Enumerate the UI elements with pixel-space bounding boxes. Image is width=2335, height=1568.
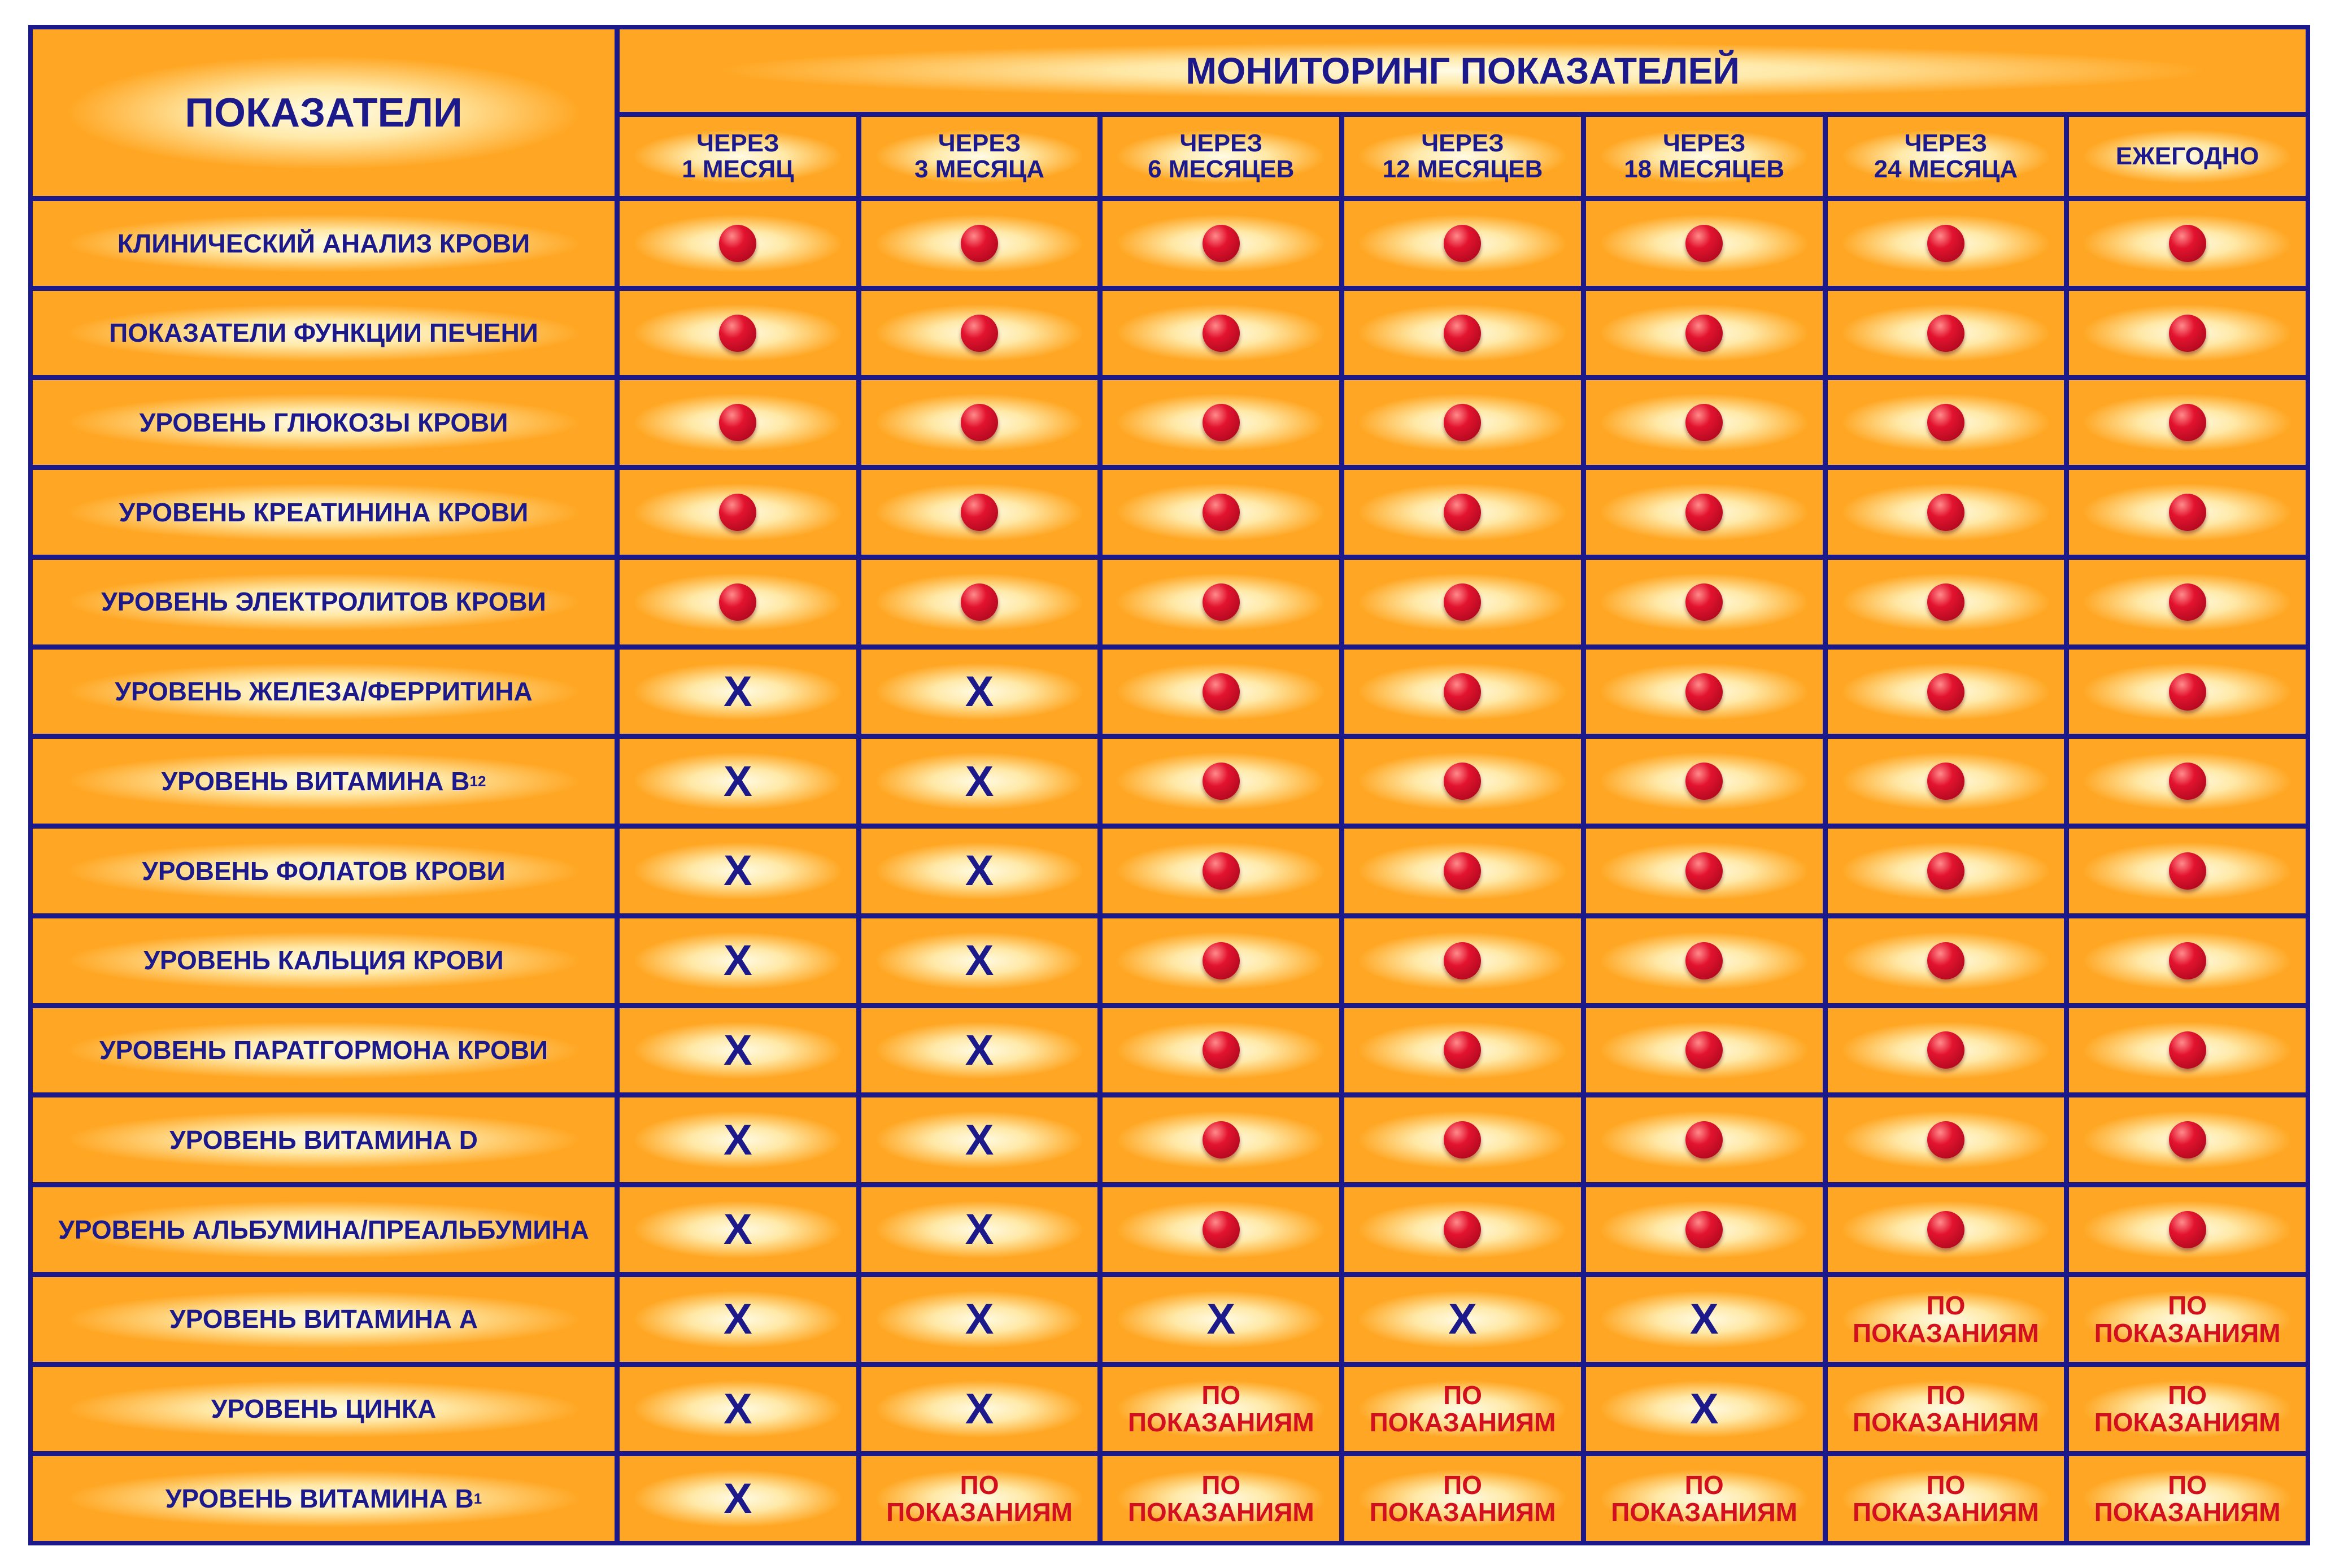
row-label (33, 829, 615, 913)
x-mark: X (965, 847, 994, 895)
note-line1: ПО (2168, 1380, 2207, 1410)
red-dot-icon (1685, 1211, 1723, 1248)
red-dot-icon (1203, 494, 1240, 531)
table-cell (1344, 829, 1581, 913)
x-mark: X (1206, 1295, 1236, 1344)
note-line2: ПОКАЗАНИЯМ (1127, 1497, 1314, 1527)
red-dot-icon (2169, 225, 2206, 262)
x-mark: X (724, 668, 752, 716)
red-dot-icon (1927, 225, 1964, 262)
table-cell (861, 918, 1098, 1003)
table-cell (2069, 291, 2306, 376)
red-dot-icon (1444, 1031, 1481, 1069)
as-indicated-note (1853, 1471, 2039, 1526)
row-label (33, 1097, 615, 1182)
table-cell (1103, 1187, 1339, 1272)
row-label (33, 291, 615, 376)
note-line2: ПОКАЗАНИЯМ (1853, 1318, 2039, 1348)
red-dot-icon (1444, 852, 1481, 890)
table-cell (620, 918, 856, 1003)
note-line1: ПО (1926, 1470, 1966, 1500)
note-line1: ПО (1926, 1291, 1966, 1321)
red-dot-icon (1685, 852, 1723, 890)
row-label-subscript: 1 (473, 1489, 482, 1507)
table-cell (1103, 560, 1339, 644)
table-cell (2069, 829, 2306, 913)
x-mark: X (965, 1295, 994, 1344)
table-cell (2069, 1187, 2306, 1272)
table-cell (1344, 1277, 1581, 1362)
x-mark: X (724, 757, 752, 805)
table-cell (620, 1456, 856, 1541)
red-dot-icon (1444, 404, 1481, 441)
column-header-line1: ЧЕРЕЗ (1179, 129, 1263, 157)
column-header-text (914, 130, 1044, 182)
red-dot-icon (1444, 315, 1481, 352)
red-dot-icon (1685, 763, 1723, 800)
x-mark: X (965, 1116, 994, 1164)
row-label-text: УРОВЕНЬ ЭЛЕКТРОЛИТОВ КРОВИ (101, 587, 546, 617)
red-dot-icon (1927, 673, 1964, 711)
table-cell (1586, 1008, 1823, 1093)
red-dot-icon (2169, 852, 2206, 890)
table-cell (620, 650, 856, 734)
column-header-text (1624, 130, 1784, 182)
table-cell (1344, 201, 1581, 286)
x-mark: X (724, 1295, 752, 1344)
red-dot-icon (961, 494, 998, 531)
red-dot-icon (719, 225, 756, 262)
monitoring-table (28, 25, 2310, 1545)
table-cell (1103, 380, 1339, 465)
x-mark: X (724, 1384, 752, 1433)
table-cell (1828, 380, 2064, 465)
red-dot-icon (2169, 763, 2206, 800)
row-label (33, 1277, 615, 1362)
table-cell (620, 380, 856, 465)
as-indicated-note (2094, 1382, 2281, 1436)
note-line1: ПО (1443, 1380, 1482, 1410)
note-line1: ПО (1926, 1380, 1966, 1410)
red-dot-icon (1685, 673, 1723, 711)
table-cell (2069, 201, 2306, 286)
x-mark: X (965, 937, 994, 985)
table-cell (1344, 560, 1581, 644)
column-header-line2: 18 МЕСЯЦЕВ (1624, 155, 1785, 183)
column-header-line1: ЧЕРЕЗ (1662, 129, 1746, 157)
red-dot-icon (2169, 1211, 2206, 1248)
column-header-line2: 1 МЕСЯЦ (682, 155, 794, 183)
table-cell (1828, 1008, 2064, 1093)
x-mark: X (1689, 1295, 1719, 1344)
table-cell (1344, 1367, 1581, 1452)
note-line2: ПОКАЗАНИЯМ (1611, 1497, 1798, 1527)
indicators-header: ПОКАЗАТЕЛИ (33, 29, 615, 196)
table-cell (620, 1187, 856, 1272)
red-dot-icon (1685, 942, 1723, 979)
row-label-text: УРОВЕНЬ ПАРАТГОРМОНА КРОВИ (99, 1035, 548, 1065)
table-cell (1586, 918, 1823, 1003)
red-dot-icon (1927, 583, 1964, 621)
red-dot-icon (1444, 1121, 1481, 1158)
as-indicated-note (2094, 1471, 2281, 1526)
table-cell (861, 1277, 1098, 1362)
x-mark: X (965, 757, 994, 805)
table-cell (1586, 291, 1823, 376)
red-dot-icon (1685, 225, 1723, 262)
table-cell (861, 291, 1098, 376)
row-label-text: УРОВЕНЬ ВИТАМИНА B (161, 766, 470, 796)
x-mark: X (724, 1116, 752, 1164)
column-header-line1: ЕЖЕГОДНО (2115, 142, 2259, 170)
table-cell (1103, 201, 1339, 286)
row-label (33, 201, 615, 286)
as-indicated-note (886, 1471, 1073, 1526)
table-cell (1828, 918, 2064, 1003)
red-dot-icon (2169, 494, 2206, 531)
as-indicated-note (1611, 1471, 1797, 1526)
red-dot-icon (1927, 1031, 1964, 1069)
x-mark: X (965, 1026, 994, 1074)
row-label (33, 918, 615, 1003)
row-label-text: УРОВЕНЬ ГЛЮКОЗЫ КРОВИ (139, 408, 508, 438)
table-cell (1586, 829, 1823, 913)
red-dot-icon (1444, 942, 1481, 979)
x-mark: X (1448, 1295, 1477, 1344)
table-cell (1586, 201, 1823, 286)
red-dot-icon (1203, 315, 1240, 352)
table-cell (1344, 650, 1581, 734)
table-cell (1828, 291, 2064, 376)
red-dot-icon (1685, 1031, 1723, 1069)
red-dot-icon (1444, 583, 1481, 621)
table-cell (1586, 380, 1823, 465)
red-dot-icon (1927, 494, 1964, 531)
table-cell (1344, 739, 1581, 824)
column-header-line1: ЧЕРЕЗ (938, 129, 1021, 157)
table-cell (620, 560, 856, 644)
table-cell (620, 739, 856, 824)
table-cell (861, 1187, 1098, 1272)
note-line2: ПОКАЗАНИЯМ (1369, 1497, 1556, 1527)
table-cell (1586, 739, 1823, 824)
red-dot-icon (2169, 404, 2206, 441)
red-dot-icon (1444, 763, 1481, 800)
column-header (1103, 117, 1339, 196)
table-cell (1828, 829, 2064, 913)
table-cell (1828, 1187, 2064, 1272)
row-label (33, 739, 615, 824)
table-cell (2069, 1097, 2306, 1182)
row-label (33, 470, 615, 555)
row-label-text: УРОВЕНЬ ЖЕЛЕЗА/ФЕРРИТИНА (115, 677, 533, 707)
red-dot-icon (2169, 315, 2206, 352)
table-cell (1103, 291, 1339, 376)
table-cell (1103, 1456, 1339, 1541)
table-cell (1586, 1367, 1823, 1452)
note-line2: ПОКАЗАНИЯМ (2094, 1497, 2281, 1527)
column-header (620, 117, 856, 196)
table-cell (1103, 1367, 1339, 1452)
x-mark: X (724, 937, 752, 985)
column-header-text (1874, 130, 2018, 182)
table-cell (861, 1097, 1098, 1182)
column-header-line1: ЧЕРЕЗ (1904, 129, 1988, 157)
row-label-text: УРОВЕНЬ ЦИНКА (211, 1394, 437, 1424)
red-dot-icon (1203, 583, 1240, 621)
table-cell (861, 380, 1098, 465)
red-dot-icon (719, 404, 756, 441)
red-dot-icon (2169, 1121, 2206, 1158)
red-dot-icon (1203, 404, 1240, 441)
red-dot-icon (961, 225, 998, 262)
note-line1: ПО (2168, 1291, 2207, 1321)
table-cell (1103, 918, 1339, 1003)
column-header-line1: ЧЕРЕЗ (1421, 129, 1504, 157)
note-line1: ПО (2168, 1470, 2207, 1500)
red-dot-icon (1927, 852, 1964, 890)
row-label-subscript: 12 (469, 772, 486, 790)
table-cell (1586, 1097, 1823, 1182)
red-dot-icon (2169, 942, 2206, 979)
table-cell (620, 829, 856, 913)
red-dot-icon (1444, 494, 1481, 531)
as-indicated-note (1853, 1382, 2039, 1436)
table-cell (620, 470, 856, 555)
as-indicated-note (1128, 1471, 1314, 1526)
table-cell (1828, 650, 2064, 734)
table-cell (1586, 560, 1823, 644)
table-cell (861, 739, 1098, 824)
row-label-text: УРОВЕНЬ КРЕАТИНИНА КРОВИ (119, 497, 529, 527)
table-cell (2069, 1367, 2306, 1452)
table-cell (861, 201, 1098, 286)
note-line1: ПО (1201, 1470, 1241, 1500)
red-dot-icon (1203, 852, 1240, 890)
red-dot-icon (1203, 763, 1240, 800)
red-dot-icon (2169, 583, 2206, 621)
red-dot-icon (961, 404, 998, 441)
red-dot-icon (1685, 315, 1723, 352)
table-cell (2069, 1008, 2306, 1093)
note-line1: ПО (1443, 1470, 1482, 1500)
red-dot-icon (1203, 942, 1240, 979)
table-cell (1828, 1367, 2064, 1452)
table-cell (1828, 739, 2064, 824)
table-cell (1828, 1277, 2064, 1362)
table-cell (1828, 1097, 2064, 1182)
table-cell (2069, 650, 2306, 734)
note-line2: ПОКАЗАНИЯМ (1127, 1408, 1314, 1438)
table-cell (861, 1008, 1098, 1093)
red-dot-icon (2169, 673, 2206, 711)
note-line1: ПО (1201, 1380, 1241, 1410)
red-dot-icon (719, 494, 756, 531)
table-cell (861, 560, 1098, 644)
table-cell (1344, 1008, 1581, 1093)
red-dot-icon (1685, 494, 1723, 531)
table-cell (1344, 1456, 1581, 1541)
row-label (33, 1367, 615, 1452)
note-line2: ПОКАЗАНИЯМ (2094, 1408, 2281, 1438)
x-mark: X (965, 668, 994, 716)
table-cell (2069, 470, 2306, 555)
table-cell (1344, 1187, 1581, 1272)
row-label-text: КЛИНИЧЕСКИЙ АНАЛИЗ КРОВИ (117, 228, 530, 258)
table-cell (1103, 470, 1339, 555)
table-cell (1828, 201, 2064, 286)
table-cell (620, 291, 856, 376)
table-cell (861, 829, 1098, 913)
red-dot-icon (961, 315, 998, 352)
x-mark: X (965, 1384, 994, 1433)
note-line1: ПО (960, 1470, 999, 1500)
column-header (2069, 117, 2306, 196)
note-line2: ПОКАЗАНИЯМ (2094, 1318, 2281, 1348)
note-line2: ПОКАЗАНИЯМ (1853, 1408, 2039, 1438)
table-cell (1344, 918, 1581, 1003)
table-cell (620, 201, 856, 286)
table-cell (1586, 1456, 1823, 1541)
table-cell (1344, 380, 1581, 465)
red-dot-icon (1927, 942, 1964, 979)
table-cell (1828, 1456, 2064, 1541)
x-mark: X (724, 1474, 752, 1523)
column-header (861, 117, 1098, 196)
table-cell (620, 1277, 856, 1362)
column-header-line1: ЧЕРЕЗ (696, 129, 779, 157)
column-header-text (1383, 130, 1543, 182)
as-indicated-note (1853, 1292, 2039, 1347)
red-dot-icon (1685, 1121, 1723, 1158)
column-header (1344, 117, 1581, 196)
red-dot-icon (1927, 1211, 1964, 1248)
column-header (1586, 117, 1823, 196)
row-label-text: УРОВЕНЬ ВИТАМИНА B (165, 1483, 474, 1513)
red-dot-icon (1203, 1031, 1240, 1069)
table-cell (1103, 650, 1339, 734)
table-cell (620, 1367, 856, 1452)
x-mark: X (724, 1205, 752, 1254)
monitoring-title: МОНИТОРИНГ ПОКАЗАТЕЛЕЙ (620, 29, 2306, 112)
x-mark: X (1689, 1384, 1719, 1433)
table-cell (2069, 918, 2306, 1003)
table-cell (861, 650, 1098, 734)
column-header-line2: 24 МЕСЯЦА (1874, 155, 2018, 183)
table-cell (2069, 380, 2306, 465)
column-header (1828, 117, 2064, 196)
red-dot-icon (1685, 404, 1723, 441)
as-indicated-note (2094, 1292, 2281, 1347)
row-label (33, 1187, 615, 1272)
table-cell (1586, 1277, 1823, 1362)
table-cell (861, 1367, 1098, 1452)
table-cell (1103, 739, 1339, 824)
as-indicated-note (1370, 1382, 1556, 1436)
red-dot-icon (1927, 315, 1964, 352)
red-dot-icon (1444, 225, 1481, 262)
table-cell (2069, 1277, 2306, 1362)
column-header-text (2116, 143, 2259, 169)
table-cell (1344, 1097, 1581, 1182)
red-dot-icon (1203, 673, 1240, 711)
note-line2: ПОКАЗАНИЯМ (886, 1497, 1073, 1527)
column-header-line2: 6 МЕСЯЦЕВ (1148, 155, 1295, 183)
table-cell (1103, 1008, 1339, 1093)
x-mark: X (965, 1205, 994, 1254)
row-label-text: УРОВЕНЬ ВИТАМИНА D (169, 1125, 478, 1155)
table-cell (1344, 291, 1581, 376)
row-label (33, 560, 615, 644)
red-dot-icon (961, 583, 998, 621)
table-cell (1344, 470, 1581, 555)
row-label (33, 380, 615, 465)
row-label (33, 650, 615, 734)
as-indicated-note (1128, 1382, 1314, 1436)
table-cell (1586, 1187, 1823, 1272)
table-cell (620, 1008, 856, 1093)
table-cell (2069, 1456, 2306, 1541)
row-label-text: УРОВЕНЬ ВИТАМИНА А (169, 1304, 478, 1334)
table-cell (861, 1456, 1098, 1541)
column-header-text (1148, 130, 1294, 182)
note-line1: ПО (1684, 1470, 1724, 1500)
table-cell (1103, 1277, 1339, 1362)
table-cell (861, 470, 1098, 555)
note-line2: ПОКАЗАНИЯМ (1369, 1408, 1556, 1438)
table-cell (1586, 470, 1823, 555)
table-cell (1828, 560, 2064, 644)
red-dot-icon (719, 315, 756, 352)
row-label-text: УРОВЕНЬ АЛЬБУМИНА/ПРЕАЛЬБУМИНА (58, 1214, 589, 1244)
red-dot-icon (719, 583, 756, 621)
red-dot-icon (2169, 1031, 2206, 1069)
column-header-line2: 12 МЕСЯЦЕВ (1382, 155, 1543, 183)
red-dot-icon (1444, 1211, 1481, 1248)
red-dot-icon (1927, 404, 1964, 441)
red-dot-icon (1927, 763, 1964, 800)
table-cell (1103, 1097, 1339, 1182)
column-header-text (682, 130, 794, 182)
row-label-text: ПОКАЗАТЕЛИ ФУНКЦИИ ПЕЧЕНИ (109, 318, 538, 348)
note-line2: ПОКАЗАНИЯМ (1853, 1497, 2039, 1527)
table-cell (620, 1097, 856, 1182)
red-dot-icon (1685, 583, 1723, 621)
table-cell (2069, 739, 2306, 824)
table-cell (1103, 829, 1339, 913)
as-indicated-note (1370, 1471, 1556, 1526)
table-cell (2069, 560, 2306, 644)
row-label-text: УРОВЕНЬ ФОЛАТОВ КРОВИ (142, 856, 506, 886)
red-dot-icon (1203, 1121, 1240, 1158)
red-dot-icon (1203, 1211, 1240, 1248)
row-label (33, 1008, 615, 1093)
row-label (33, 1456, 615, 1541)
x-mark: X (724, 847, 752, 895)
row-label-text: УРОВЕНЬ КАЛЬЦИЯ КРОВИ (143, 946, 504, 975)
table-cell (1828, 470, 2064, 555)
column-header-line2: 3 МЕСЯЦА (914, 155, 1045, 183)
red-dot-icon (1927, 1121, 1964, 1158)
red-dot-icon (1203, 225, 1240, 262)
red-dot-icon (1444, 673, 1481, 711)
x-mark: X (724, 1026, 752, 1074)
table-cell (1586, 650, 1823, 734)
